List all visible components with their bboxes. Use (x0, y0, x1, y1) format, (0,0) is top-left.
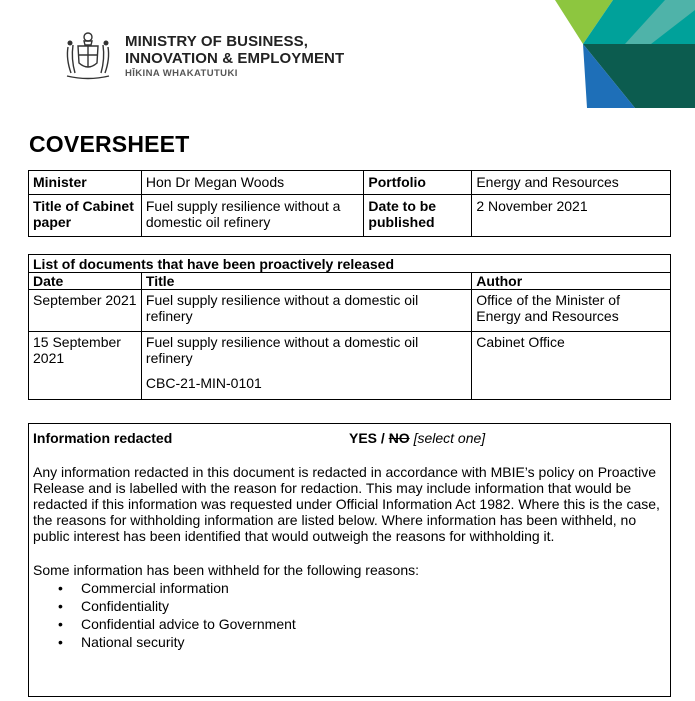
yes-no-selector (349, 430, 485, 446)
reasons-list (33, 579, 666, 651)
document-author: Cabinet Office (472, 332, 671, 400)
list-item (33, 579, 666, 597)
no-option: NO (388, 430, 410, 446)
publish-date-value: 2 November 2021 (472, 195, 671, 237)
redaction-policy-paragraph: Any information redacted in this document is redacted in accordance with MBIE’s policy on Proactive Release and is labelled with the reason for redaction. This may include information that would be redacted if this information was requested under Official Information Act 1982. Where this is the case, the reasons for withholding information are listed below. Where information has been withheld, no public interest has been identified that would outweigh the reasons for withholding it. (33, 464, 660, 544)
documents-table (28, 254, 671, 400)
bullet-icon: • (58, 634, 63, 650)
table-row (29, 332, 671, 400)
corner-graphic (555, 0, 695, 108)
publish-date-label: Date to be published (364, 195, 472, 237)
info-redacted-label: Information redacted (33, 430, 173, 446)
documents-heading: List of documents that have been proactively released (29, 255, 671, 273)
paper-title-label: Title of Cabinet paper (29, 195, 142, 237)
nz-coat-of-arms-icon (62, 29, 114, 81)
bullet-icon: • (58, 580, 63, 596)
document-author: Office of the Minister of Energy and Resources (472, 290, 671, 332)
column-header-author: Author (472, 273, 671, 290)
reasons-intro: Some information has been withheld for the following reasons: (33, 562, 419, 578)
org-name-line2: INNOVATION & EMPLOYMENT (125, 50, 345, 67)
list-item (33, 615, 666, 633)
reason-text: Confidentiality (81, 598, 169, 614)
document-reference: CBC-21-MIN-0101 (145, 375, 262, 391)
table-row (29, 290, 671, 332)
reason-text: Commercial information (81, 580, 229, 596)
reason-text: Confidential advice to Government (81, 616, 296, 632)
document-title: Fuel supply resilience without a domestic oil refinery (141, 290, 471, 332)
page-title: COVERSHEET (29, 131, 190, 157)
column-header-date: Date (29, 273, 142, 290)
document-title: Fuel supply resilience without a domestic oil refinery (145, 334, 419, 366)
select-one-hint: [select one] (413, 430, 486, 446)
column-header-title: Title (141, 273, 471, 290)
document-date: September 2021 (29, 290, 142, 332)
minister-label: Minister (29, 171, 142, 195)
ministry-logo-text (125, 33, 344, 79)
minister-value: Hon Dr Megan Woods (141, 171, 364, 195)
yes-option: YES / (349, 430, 389, 446)
org-subtitle: HĪKINA WHAKATUTUKI (125, 68, 238, 79)
list-item (33, 633, 666, 651)
reason-text: National security (81, 634, 185, 650)
information-redacted-section (28, 423, 671, 697)
paper-title-value: Fuel supply resilience without a domestic oil refinery (141, 195, 364, 237)
document-title-cell (141, 332, 471, 400)
portfolio-label: Portfolio (364, 171, 472, 195)
bullet-icon: • (58, 598, 63, 614)
bullet-icon: • (58, 616, 63, 632)
list-item (33, 597, 666, 615)
portfolio-value: Energy and Resources (472, 171, 671, 195)
org-name-line1: MINISTRY OF BUSINESS, (125, 33, 308, 50)
document-date: 15 September 2021 (29, 332, 142, 400)
cover-table (28, 170, 671, 237)
